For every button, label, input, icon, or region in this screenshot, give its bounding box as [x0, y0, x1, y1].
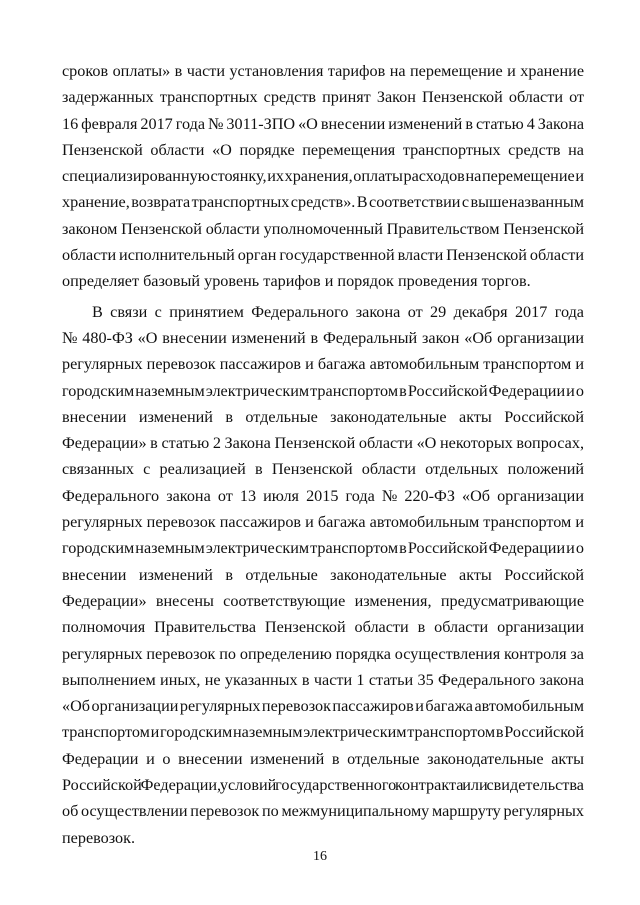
- text-line: перевозок.: [62, 828, 136, 847]
- text-line: 16 февраля 2017 года № 3011-ЗПО «О внесении изменений в статью 4 Закона: [62, 114, 585, 133]
- text-line: задержанных транспортных средств принят Закон Пензенской области от: [62, 88, 585, 107]
- text-line: области исполнительный орган государственной власти Пензенской области: [62, 246, 584, 265]
- text-line: полномочия Правительства Пензенской области в области организации: [62, 618, 585, 637]
- text-line: выполнением иных, не указанных в части 1 статьи 35 Федерального закона: [62, 670, 584, 689]
- text-line: транспортом и городским наземным электрическим транспортом в Российской: [62, 723, 584, 742]
- text-line: В связи с принятием Федерального закона от 29 декабря 2017 года: [92, 302, 584, 321]
- text-line: сроков оплаты» в части установления тарифов на перемещение и хранение: [62, 62, 584, 80]
- text-line: Федерации» в статью 2 Закона Пензенской области «О некоторых вопросах,: [62, 434, 585, 453]
- text-line: связанных с реализацией в Пензенской области отдельных положений: [62, 460, 585, 479]
- text-line: Федерации» внесены соответствующие изменения, предусматривающие: [62, 591, 585, 610]
- text-line: Российской Федерации, условий государственного контракта или свидетельства: [62, 776, 584, 795]
- body-text: [62, 58, 584, 851]
- text-line: внесении изменений в отдельные законодательные акты Российской: [62, 565, 584, 584]
- text-line: хранение, возврата транспортных средств». В соответствии с вышеназванным: [62, 193, 585, 212]
- page-number: 16: [313, 849, 327, 864]
- paragraph-1: [62, 58, 584, 295]
- paragraph-2: [62, 299, 584, 851]
- text-line: об осуществлении перевозок по межмуниципальному маршруту регулярных: [62, 802, 585, 821]
- text-line: специализированную стоянку, их хранения, оплаты расходов на перемещение и: [62, 167, 584, 186]
- text-line: № 480-ФЗ «О внесении изменений в Федеральный закон «Об организации: [62, 328, 584, 347]
- text-line: Федерации и о внесении изменений в отдельные законодательные акты: [62, 749, 584, 768]
- text-line: регулярных перевозок пассажиров и багажа автомобильным транспортом и: [62, 355, 584, 374]
- text-line: внесении изменений в отдельные законодательные акты Российской: [62, 407, 584, 426]
- text-line: Федерального закона от 13 июля 2015 года № 220-ФЗ «Об организации: [62, 486, 584, 505]
- text-line: регулярных перевозок по определению порядка осуществления контроля за: [62, 644, 584, 663]
- text-line: регулярных перевозок пассажиров и багажа автомобильным транспортом и: [62, 513, 584, 532]
- text-line: законом Пензенской области уполномоченный Правительством Пензенской: [62, 219, 584, 238]
- text-line: «Об организации регулярных перевозок пассажиров и багажа автомобильным: [62, 697, 584, 716]
- text-line: городским наземным электрическим транспортом в Российской Федерации и о: [62, 539, 584, 558]
- text-line: Пензенской области «О порядке перемещения транспортных средств на: [62, 140, 584, 159]
- text-line: городским наземным электрическим транспортом в Российской Федерации и о: [62, 381, 584, 400]
- text-line: определяет базовый уровень тарифов и порядок проведения торгов.: [62, 272, 531, 291]
